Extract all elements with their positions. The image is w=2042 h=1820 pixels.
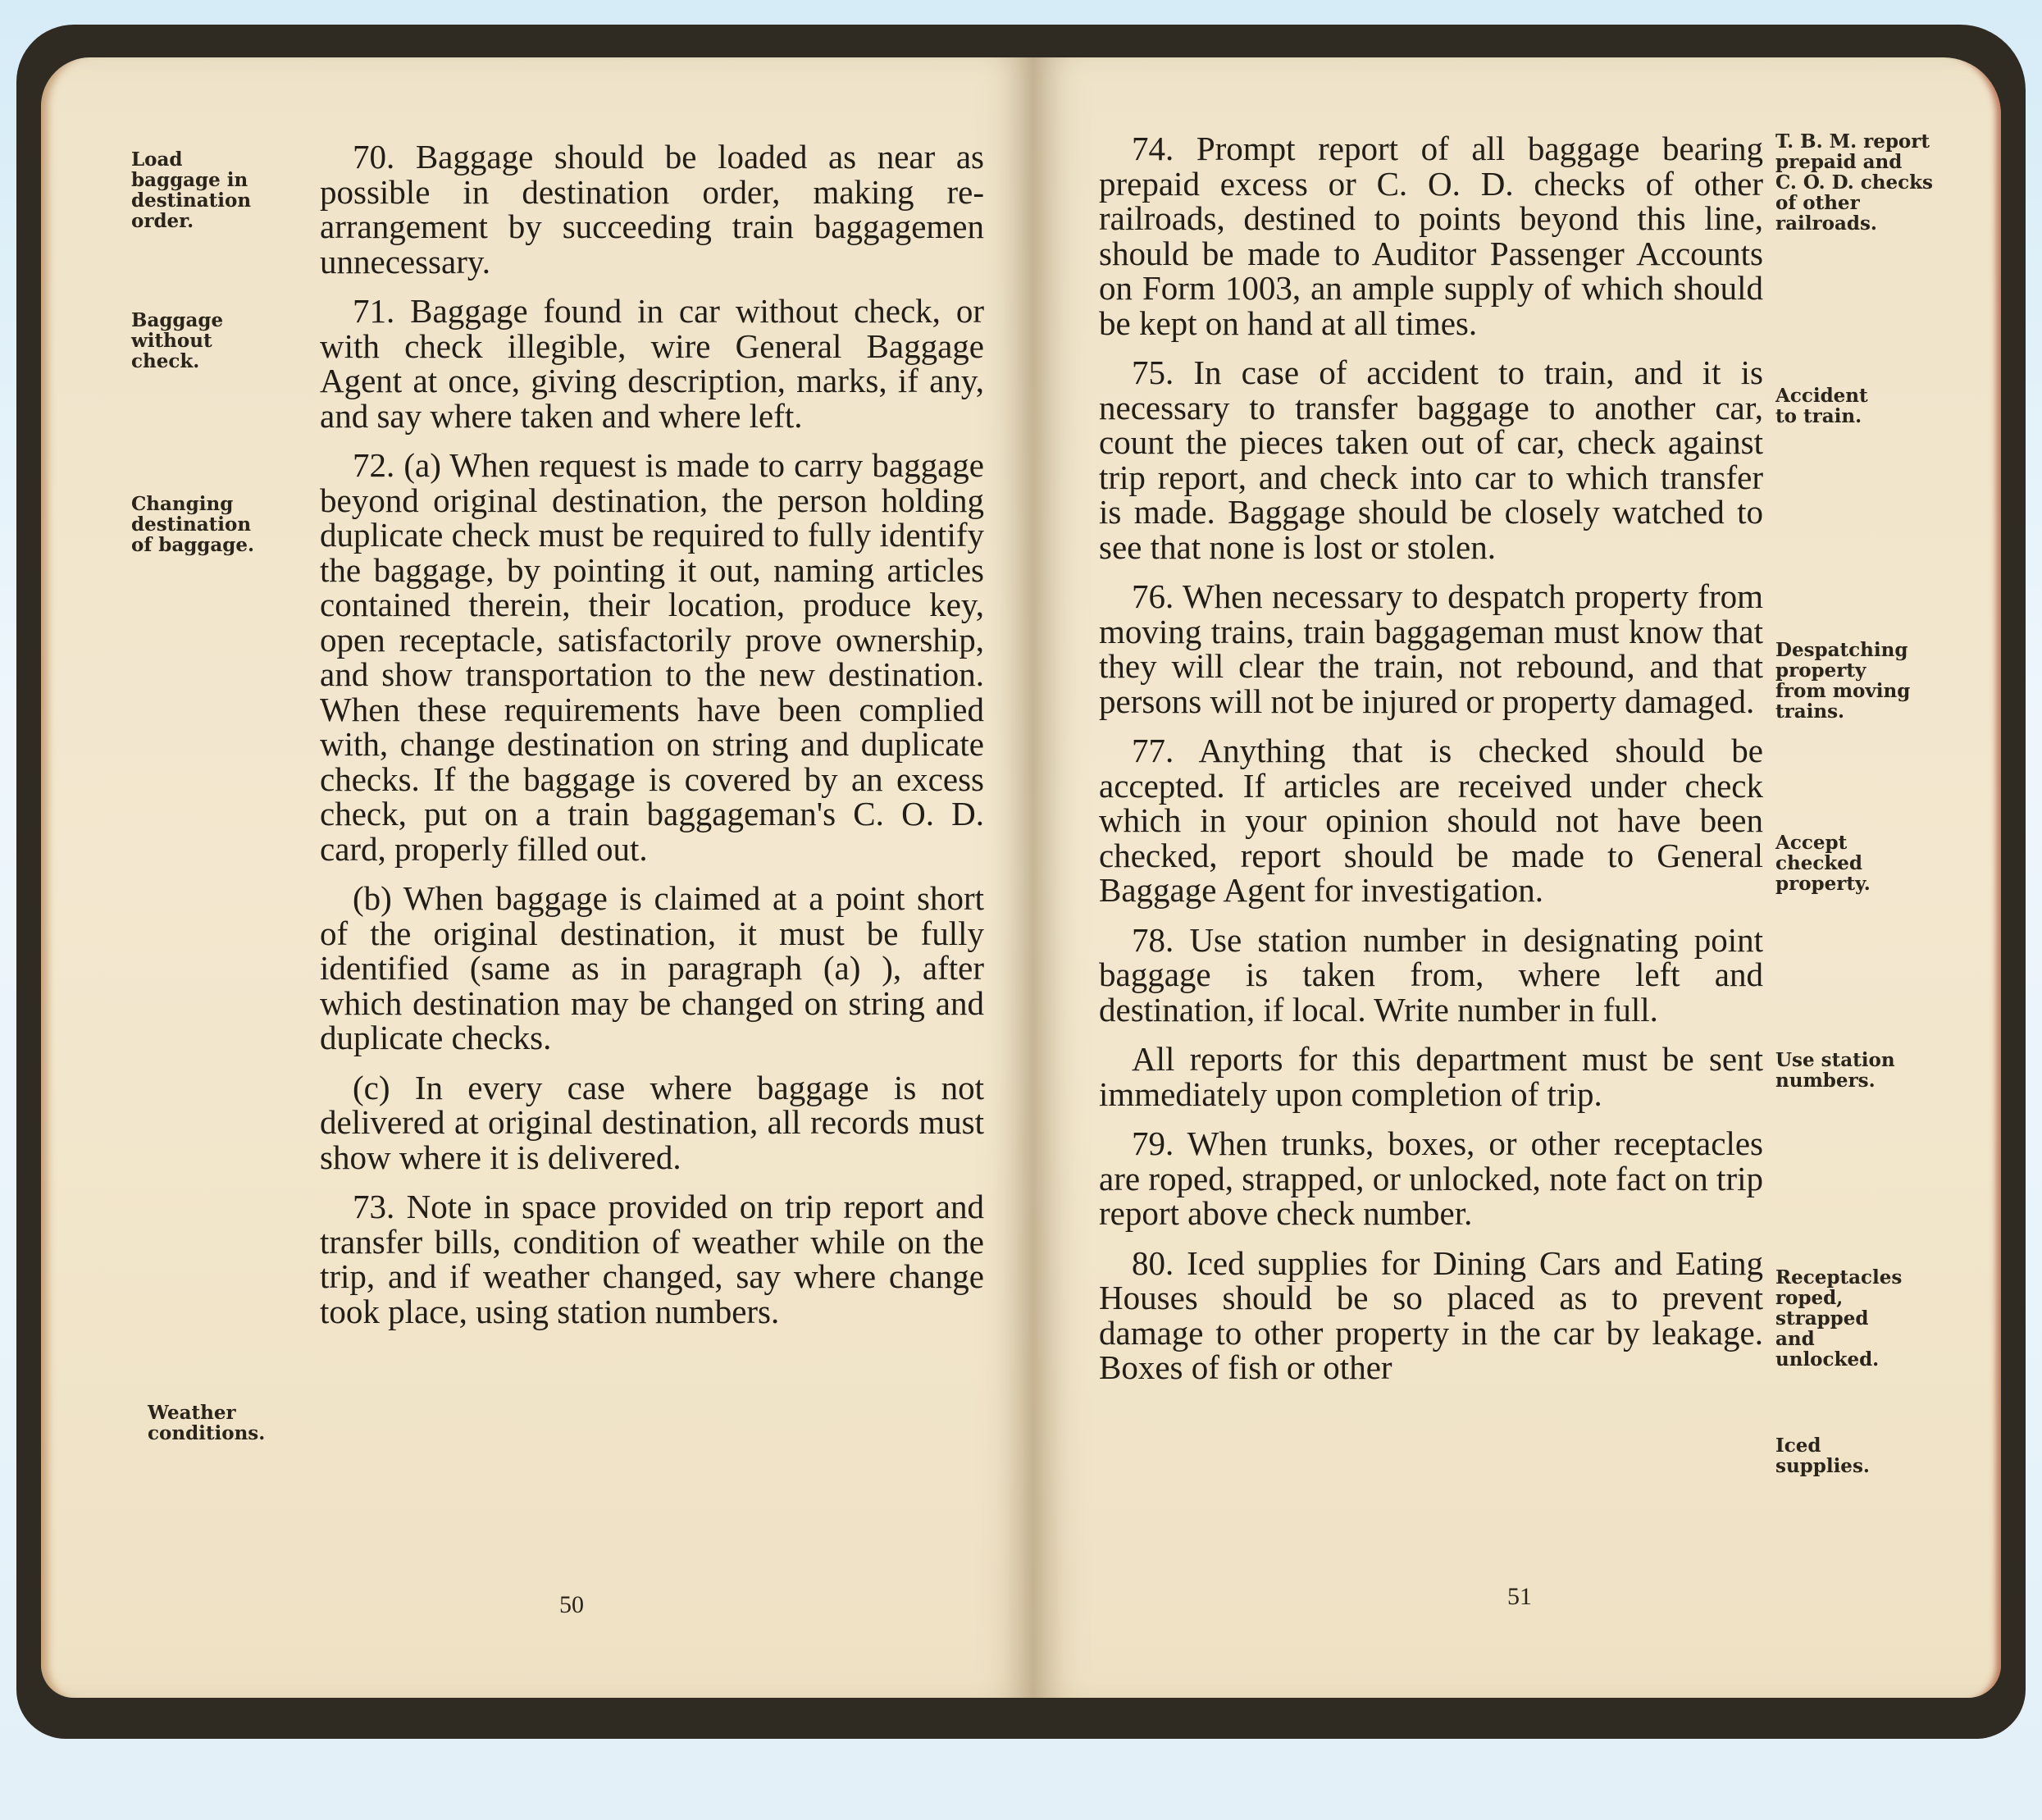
paragraph-72b: (b) When baggage is claimed at a point short of the original destination, it must be fully identified (same as in paragraph (a) ), after which destination may be changed on string and duplicate checks. (320, 879, 984, 1056)
margin-note-iced-supplies: Iced supplies. (1775, 1435, 1870, 1477)
paragraph-79: 79. When trunks, boxes, or other receptacles are roped, strapped, or unlocked, note fact on trip report above check number. (1099, 1124, 1763, 1232)
paragraph-74: 74. Prompt report of all baggage bearing prepaid excess or C. O. D. checks of other railroads, destined to points beyond this line, should be made to Auditor Passenger Accounts on Form 1003, an ample supply of which should be kept on hand at all times. (1099, 130, 1763, 342)
left-page (41, 57, 1033, 1698)
paragraph-75: 75. In case of accident to train, and it is necessary to transfer baggage to another car, count the pieces taken out of car, check against trip report, and check into car to which transfer is made. Baggage should be closely watched to see that none is lost or stolen. (1099, 354, 1763, 566)
paragraph-72a: 72. (a) When request is made to carry baggage beyond original destination, the person holding duplicate check must be required to fully identify the baggage, by pointing it out, naming articles contained therein, their location, produce key, open receptacle, satisfactorily prove ownership, and show transportation to the new destination. When these requirements have been complied with, change destination on string and duplicate checks. If the baggage is covered by an excess check, put on a train baggageman's C. O. D. card, properly filled out. (320, 446, 984, 868)
paragraph-73: 73. Note in space provided on trip report and transfer bills, condition of weather while on the trip, and if weather changed, say where change took place, using station numbers. (320, 1188, 984, 1330)
paragraph-reports: All reports for this department must be sent immediately upon completion of trip. (1099, 1040, 1763, 1113)
paragraph-72c: (c) In every case where baggage is not delivered at original destination, all records must show where it is delivered. (320, 1068, 984, 1176)
right-page (1033, 57, 2001, 1698)
margin-note-load-baggage: Load baggage in destination order. (131, 148, 252, 232)
paragraph-76: 76. When necessary to despatch property from moving trains, train baggageman must know that they will clear the train, not rebound, and that persons will not be injured or property damaged. (1099, 577, 1763, 720)
right-text-column (1099, 131, 1763, 1400)
paragraph-78: 78. Use station number in designating point baggage is taken from, where left and destination, if local. Write number in full. (1099, 920, 1763, 1029)
margin-note-use-station-numbers: Use station numbers. (1775, 1049, 1895, 1092)
margin-note-receptacles: Receptacles roped, strapped and unlocked. (1775, 1266, 1903, 1371)
paragraph-80: 80. Iced supplies for Dining Cars and Eating Houses should be so placed as to prevent damage to other property in the car by leakage. Boxes of fish or other (1099, 1243, 1763, 1386)
margin-note-accident-to-train: Accident to train. (1775, 385, 1868, 427)
page-number-right: 51 (1507, 1583, 1532, 1610)
margin-note-changing-destination: Changing destination of baggage. (131, 493, 255, 556)
paragraph-77: 77. Anything that is checked should be accepted. If articles are received under check which in your opinion should not have been checked, report should be made to General Baggage Agent for investigation. (1099, 732, 1763, 909)
margin-note-tbm-report: T. B. M. report prepaid and C. O. D. checks of other railroads. (1775, 130, 1934, 235)
paragraph-70: 70. Baggage should be loaded as near as possible in destination order, making re-arrangement by succeeding train baggagemen unnecessary. (320, 138, 984, 281)
margin-note-accept-checked: Accept checked property. (1775, 832, 1871, 895)
margin-note-weather-conditions: Weather conditions. (148, 1402, 266, 1444)
left-text-column (320, 139, 984, 1343)
margin-note-baggage-without-check: Baggage without check. (131, 309, 224, 372)
open-book (16, 25, 2026, 1739)
page-number-left: 50 (559, 1591, 584, 1618)
paragraph-71: 71. Baggage found in car without check, or with check illegible, wire General Baggage Agent at once, giving description, marks, if any, and say where taken and where left. (320, 292, 984, 435)
margin-note-despatching-property: Despatching property from moving trains. (1775, 639, 1911, 723)
